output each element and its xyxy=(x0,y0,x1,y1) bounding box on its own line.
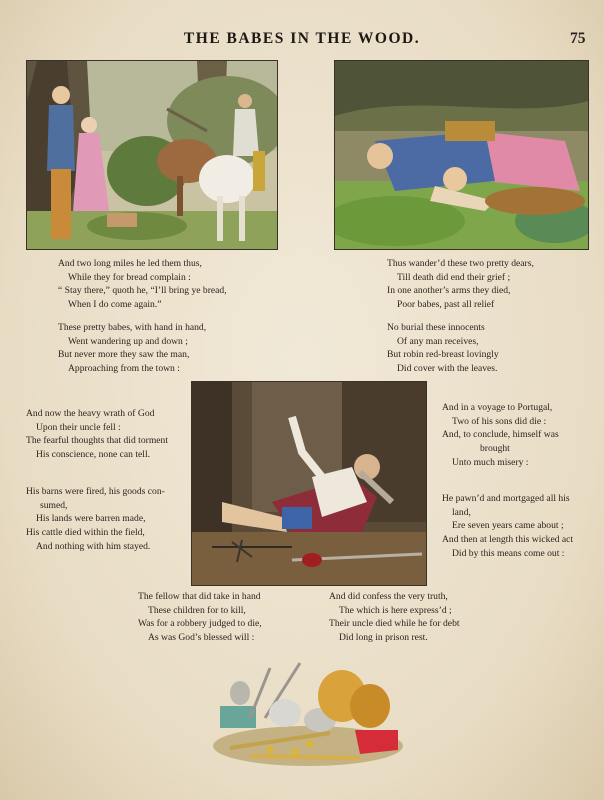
stanza-10 xyxy=(329,590,460,645)
stanza-5 xyxy=(26,407,168,462)
verse-line: Thus wander’d these two pretty dears, xyxy=(387,258,534,269)
verse-line: His barns were fired, his goods con- xyxy=(26,486,165,497)
stanza-6 xyxy=(26,485,165,554)
verse-line: His lands were barren made, xyxy=(36,513,146,525)
verse-line: Ere seven years came about ; xyxy=(452,520,564,532)
stanza-3 xyxy=(387,257,534,312)
verse-line: Was for a robbery judged to die, xyxy=(138,618,262,630)
verse-line: The which is here express’d ; xyxy=(339,604,452,616)
verse-line: sumed, xyxy=(40,499,68,511)
verse-line: Two of his sons did die : xyxy=(452,415,547,427)
stanza-4 xyxy=(387,321,499,376)
verse-line: His cattle died within the field, xyxy=(26,527,145,539)
verse-line: Went wandering up and down ; xyxy=(68,335,188,347)
stanza-9 xyxy=(138,590,262,645)
verse-line: Their uncle died while he for debt xyxy=(329,618,460,630)
verse-line: Till death did end their grief ; xyxy=(397,271,511,283)
verse-line: And two long miles he led them thus, xyxy=(58,258,202,269)
verse-line: Of any man receives, xyxy=(397,335,479,347)
verse-line: As was God’s blessed will : xyxy=(148,632,255,644)
verse-line: And nothing with him stayed. xyxy=(36,540,151,552)
verse-line: And now the heavy wrath of God xyxy=(26,408,155,419)
stanza-7 xyxy=(442,401,559,470)
page-title: THE BABES IN THE WOOD. xyxy=(183,30,421,47)
verse-line: And then at length this wicked act xyxy=(442,534,574,546)
illustration-ruffians-fighting xyxy=(26,60,278,250)
stanza-8 xyxy=(442,492,573,561)
stanza-1 xyxy=(58,257,227,312)
verse-line: Poor babes, past all relief xyxy=(397,299,495,311)
verse-line: The fellow that did take in hand xyxy=(138,591,261,602)
verse-line: He pawn’d and mortgaged all his xyxy=(442,493,570,504)
verse-line: These pretty babes, with hand in hand, xyxy=(58,322,207,333)
page-number: 75 xyxy=(570,30,586,47)
verse-line: While they for bread complain : xyxy=(68,271,191,283)
verse-line: And in a voyage to Portugal, xyxy=(442,402,553,413)
verse-line: Upon their uncle fell : xyxy=(36,421,121,433)
verse-line: brought xyxy=(480,443,510,455)
verse-line: Unto much misery : xyxy=(452,456,529,468)
verse-line: But robin red-breast lovingly xyxy=(387,349,499,361)
illustration-babes-dead xyxy=(334,60,589,250)
verse-line: Did long in prison rest. xyxy=(339,632,428,644)
verse-line: land, xyxy=(452,506,471,518)
verse-line: But never more they saw the man, xyxy=(58,349,190,361)
verse-line: No burial these innocents xyxy=(387,322,485,333)
verse-line: And, to conclude, himself was xyxy=(442,429,559,441)
verse-line: “ Stay there,” quoth he, “I’ll bring ye bread, xyxy=(58,285,227,297)
verse-line: His conscience, none can tell. xyxy=(36,449,151,461)
verse-line: In one another’s arms they died, xyxy=(387,285,511,297)
verse-line: Did by this means come out : xyxy=(452,547,565,559)
stanza-2 xyxy=(58,321,206,376)
verse-line: And did confess the very truth, xyxy=(329,591,448,602)
verse-line: These children for to kill, xyxy=(148,604,246,616)
verse-line: When I do come again.” xyxy=(68,299,162,311)
verse-line: Approaching from the town : xyxy=(68,363,180,375)
verse-line: The fearful thoughts that did torment xyxy=(26,435,169,447)
illustration-uncle-in-prison xyxy=(191,381,427,586)
illustration-armour-vignette xyxy=(210,658,406,770)
verse-line: Did cover with the leaves. xyxy=(397,363,498,375)
